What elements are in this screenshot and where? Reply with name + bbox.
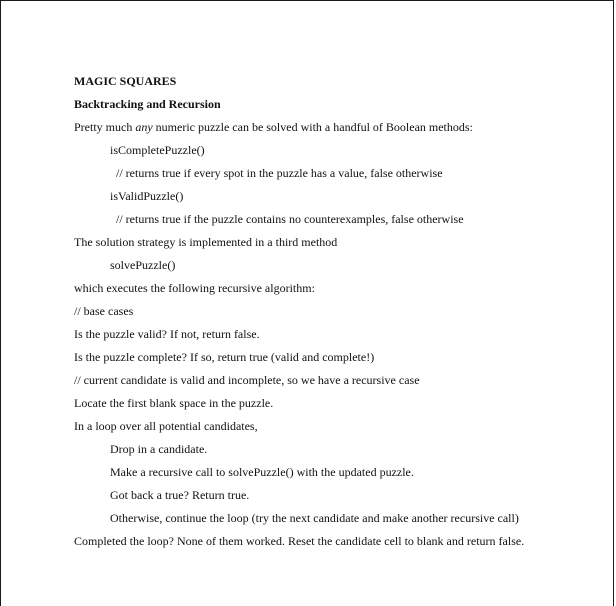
loop-step-got-true: Got back a true? Return true. bbox=[110, 488, 250, 502]
check-complete-step: Is the puzzle complete? If so, return true (valid and complete!) bbox=[74, 350, 375, 364]
document-subtitle: Backtracking and Recursion bbox=[74, 97, 221, 111]
loop-intro-step: In a loop over all potential candidates, bbox=[74, 419, 258, 433]
document-body bbox=[74, 73, 594, 556]
loop-step-drop: Drop in a candidate. bbox=[110, 442, 208, 456]
intro-text-after: numeric puzzle can be solved with a handful of Boolean methods: bbox=[152, 120, 473, 134]
recursive-case-comment: // current candidate is valid and incomplete, so we have a recursive case bbox=[74, 373, 420, 387]
method-name-is-valid: isValidPuzzle() bbox=[110, 189, 184, 203]
intro-emphasis: any bbox=[135, 120, 153, 134]
loop-step-recursive-call: Make a recursive call to solvePuzzle() with the updated puzzle. bbox=[110, 465, 414, 479]
method-comment-is-complete: // returns true if every spot in the puzzle has a value, false otherwise bbox=[116, 166, 443, 180]
method-name-solve: solvePuzzle() bbox=[110, 258, 176, 272]
loop-step-otherwise: Otherwise, continue the loop (try the next candidate and make another recursive call) bbox=[110, 511, 519, 525]
strategy-paragraph: The solution strategy is implemented in a third method bbox=[74, 235, 338, 249]
completed-loop-step: Completed the loop? None of them worked. Reset the candidate cell to blank and return false. bbox=[74, 534, 525, 548]
method-comment-is-valid: // returns true if the puzzle contains no counterexamples, false otherwise bbox=[116, 212, 464, 226]
check-valid-step: Is the puzzle valid? If not, return false. bbox=[74, 327, 260, 341]
intro-text-before: Pretty much bbox=[74, 120, 136, 134]
locate-blank-step: Locate the first blank space in the puzzle. bbox=[74, 396, 274, 410]
base-cases-comment: // base cases bbox=[74, 304, 134, 318]
method-name-is-complete: isCompletePuzzle() bbox=[110, 143, 205, 157]
algorithm-intro: which executes the following recursive algorithm: bbox=[74, 281, 315, 295]
intro-paragraph bbox=[74, 119, 594, 142]
document-title: MAGIC SQUARES bbox=[74, 74, 177, 88]
